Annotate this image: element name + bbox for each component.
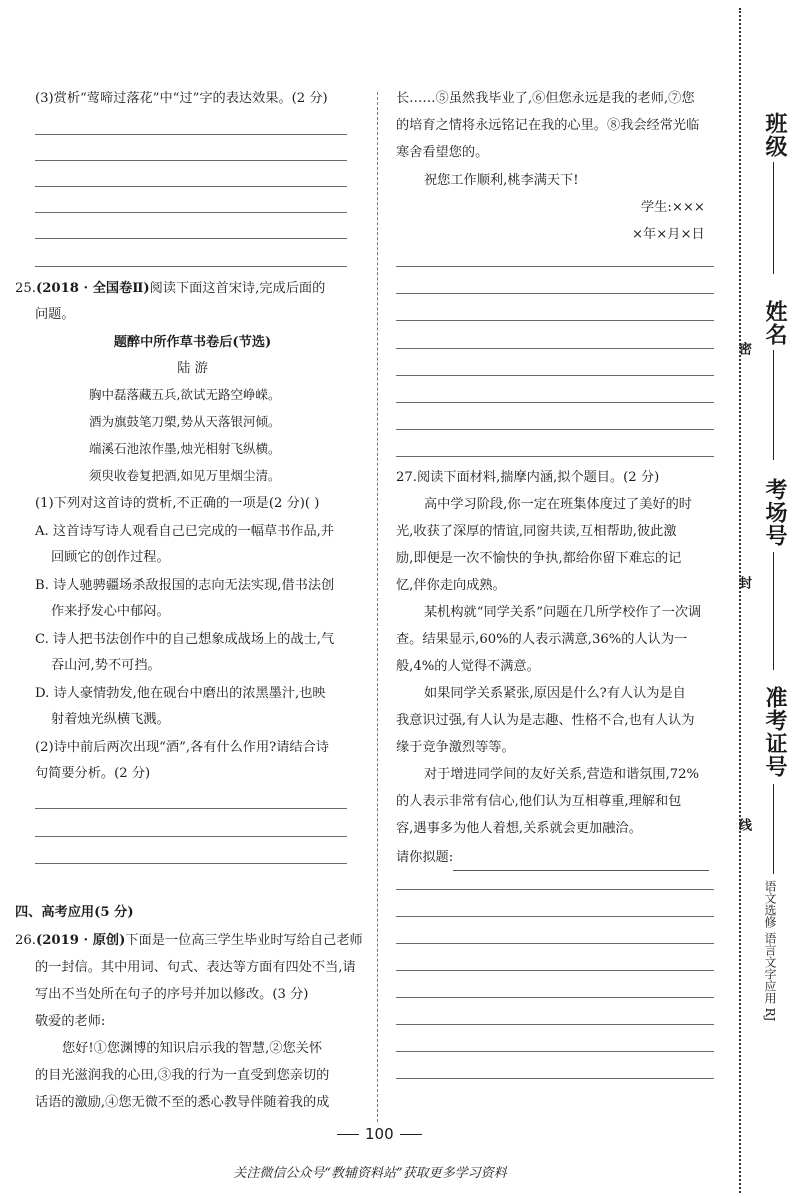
q26-intro-cont: 的一封信。其中用词、句式、表达等方面有四处不当,请 [35,960,356,975]
answer-line[interactable] [35,238,347,239]
answer-line[interactable] [396,997,714,998]
letter-body: 话语的激励,④您无微不至的悉心教导伴随着我的成 [35,1095,330,1110]
q27-paragraph: 缘于竞争激烈等等。 [396,740,515,755]
option-d-cont: 射着烛光纵横飞溅。 [51,712,170,727]
answer-line[interactable] [35,134,347,135]
exam-room-field[interactable] [773,552,774,670]
footer-note: 关注微信公众号“教辅资料站”获取更多学习资料 [233,1166,507,1181]
ticket-number-field[interactable] [773,784,774,874]
letter-body: 寒舍看望您的。 [396,145,489,160]
poem-line: 酒为旗鼓笔刀槊,势从天落银河倾。 [89,414,281,429]
q25-sub3-prompt: (3)赏析“莺啼过落花”中“过”字的表达效果。(2 分) [35,91,328,106]
q25-sub2-prompt: (2)诗中前后两次出现“酒”,各有什么作用?请结合诗 [35,740,329,755]
answer-line[interactable] [396,320,714,321]
q27-paragraph: 容,遇事多为他人着想,关系就会更加融洽。 [396,821,642,836]
letter-body: 长……⑤虽然我毕业了,⑥但您永远是我的老师,⑦您 [396,91,695,106]
option-c[interactable]: C. 诗人把书法创作中的自己想象成战场上的战士,气 [35,632,335,647]
book-info: 语文选修 语言文字应用 RJ [763,880,777,1022]
exam-room-label: 考场号 [762,478,788,547]
q27-paragraph: 忆,伴你走向成熟。 [396,578,506,593]
answer-line[interactable] [396,1078,714,1079]
answer-line[interactable] [396,916,714,917]
name-field[interactable] [773,350,774,460]
class-field[interactable] [773,162,774,274]
poem-line: 须臾收卷复把酒,如见万里烟尘清。 [89,468,281,483]
q25-intro-cont: 问题。 [35,307,75,322]
answer-line[interactable] [396,970,714,971]
title-input-row [396,845,709,871]
answer-line[interactable] [396,293,714,294]
option-a-cont: 回顾它的创作过程。 [51,550,170,565]
letter-salutation: 敬爱的老师: [35,1014,106,1029]
answer-line[interactable] [35,808,347,809]
seal-xian: 线 [736,818,751,831]
q27-paragraph: 对于增进同学间的友好关系,营造和谐氛围,72% [424,767,700,782]
poem-line: 胸中磊落藏五兵,欲试无路空峥嵘。 [89,387,281,402]
answer-line[interactable] [396,456,714,457]
poem-author: 陆 游 [177,361,208,376]
column-divider [377,92,378,1122]
section-heading: 四、高考应用(5 分) [15,905,134,920]
option-a[interactable]: A. 这首诗写诗人观看自己已完成的一幅草书作品,并 [35,524,335,539]
answer-line[interactable] [396,266,714,267]
poem-title: 题醉中所作草书卷后(节选) [113,335,272,350]
q25-intro: 25.(2018 · 全国卷Ⅱ)阅读下面这首宋诗,完成后面的 [15,281,326,296]
answer-line[interactable] [35,212,347,213]
letter-date: ×年×月×日 [632,227,705,242]
poem-line: 端溪石池浓作墨,烛光相射飞纵横。 [89,441,281,456]
letter-body: 您好!①您渊博的知识启示我的智慧,②您关怀 [62,1041,323,1056]
option-b[interactable]: B. 诗人驰骋疆场杀敌报国的志向无法实现,借书法创 [35,578,335,593]
letter-body: 的培育之情将永远铭记在我的心里。⑧我会经常光临 [396,118,700,133]
q27-paragraph: 某机构就“同学关系”问题在几所学校作了一次调 [424,605,702,620]
letter-body: 的目光滋润我的心田,③我的行为一直受到您亲切的 [35,1068,330,1083]
ticket-number-label: 准考证号 [762,686,788,778]
q27-paragraph: 高中学习阶段,你一定在班集体度过了美好的时 [424,497,692,512]
binding-dotted-line [739,8,741,1193]
letter-closing: 祝您工作顺利,桃李满天下! [424,173,579,188]
q27-prompt: 27.阅读下面材料,揣摩内涵,拟个题目。(2 分) [396,470,660,485]
answer-line[interactable] [396,348,714,349]
page-number: 100 [331,1125,428,1143]
answer-line[interactable] [396,1051,714,1052]
q27-paragraph: 励,即便是一次不愉快的争执,都给你留下难忘的记 [396,551,682,566]
option-b-cont: 作来抒发心中郁闷。 [51,604,170,619]
answer-line[interactable] [396,943,714,944]
title-input[interactable] [453,854,709,871]
q25-sub2-prompt-cont: 句简要分析。(2 分) [35,766,151,781]
q26-intro: 26.(2019 · 原创)下面是一位高三学生毕业时写给自己老师 [15,933,363,948]
q26-intro-cont: 写出不当处所在句子的序号并加以修改。(3 分) [35,987,309,1002]
q27-paragraph: 的人表示非常有信心,他们认为互相尊重,理解和包 [396,794,682,809]
answer-line[interactable] [35,836,347,837]
q27-paragraph: 般,4%的人觉得不满意。 [396,659,540,674]
seal-feng: 封 [736,576,751,589]
answer-line[interactable] [35,863,347,864]
answer-line[interactable] [35,266,347,267]
answer-line[interactable] [396,375,714,376]
answer-line[interactable] [396,429,714,430]
letter-signature: 学生:××× [641,200,705,215]
seal-mi: 密 [736,342,751,355]
title-label: 请你拟题: [396,850,454,865]
class-label: 班级 [762,112,788,158]
q27-paragraph: 查。结果显示,60%的人表示满意,36%的人认为一 [396,632,688,647]
answer-line[interactable] [396,1024,714,1025]
q27-paragraph: 如果同学关系紧张,原因是什么?有人认为是自 [424,686,686,701]
answer-line[interactable] [396,889,714,890]
q27-paragraph: 光,收获了深厚的情谊,同窗共读,互相帮助,彼此激 [396,524,677,539]
option-c-cont: 吞山河,势不可挡。 [51,658,161,673]
answer-line[interactable] [35,186,347,187]
name-label: 姓名 [762,300,788,346]
q27-paragraph: 我意识过强,有人认为是志趣、性格不合,也有人认为 [396,713,695,728]
q25-sub1-prompt: (1)下列对这首诗的赏析,不正确的一项是(2 分)( ) [35,496,320,511]
answer-line[interactable] [396,402,714,403]
option-d[interactable]: D. 诗人豪情勃发,他在砚台中磨出的浓黑墨汁,也映 [35,686,326,701]
answer-line[interactable] [35,160,347,161]
